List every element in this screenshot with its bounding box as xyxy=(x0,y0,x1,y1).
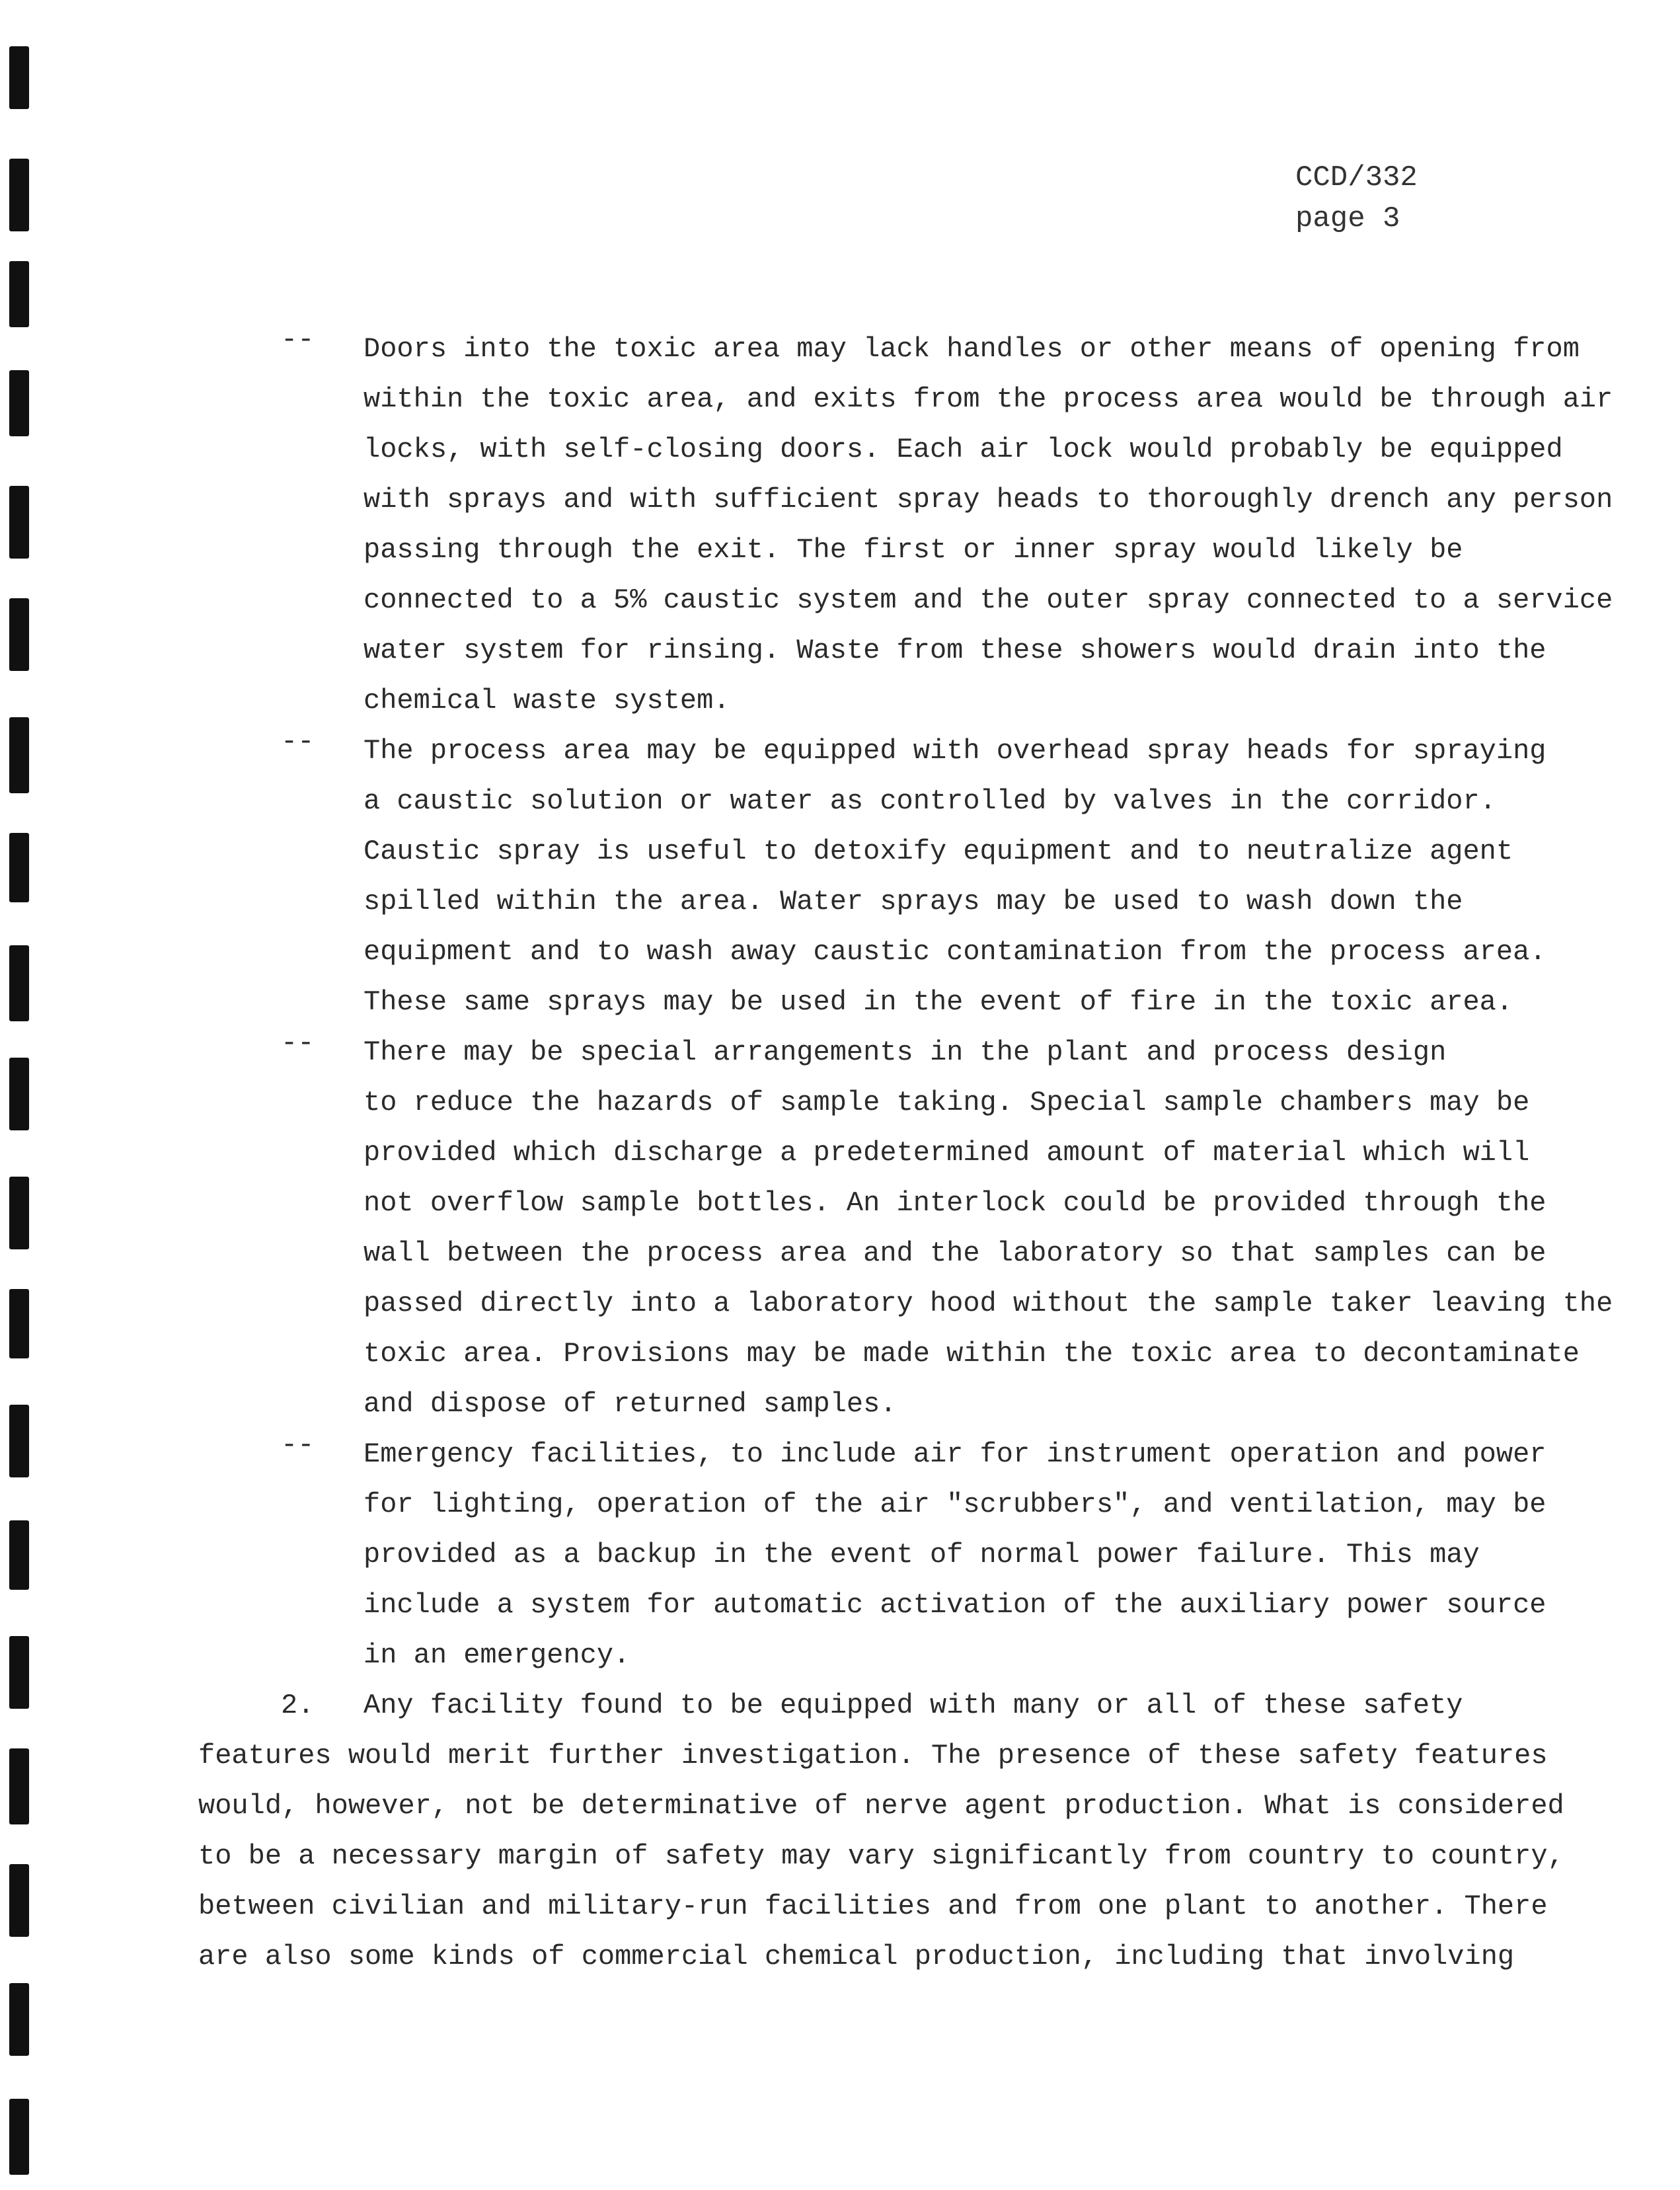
text-line: features would merit further investigation. The presence of these safety features xyxy=(198,1740,1548,1772)
paragraph-number: 2. xyxy=(281,1690,315,1721)
text-line: Doors into the toxic area may lack handles or other means of opening from xyxy=(363,333,1580,365)
binder-hole xyxy=(9,598,29,671)
binder-hole xyxy=(9,1177,29,1249)
document-body xyxy=(198,324,1619,1982)
text-line: and dispose of returned samples. xyxy=(363,1388,897,1420)
bullet-dash: -- xyxy=(281,324,315,356)
bullet-item xyxy=(198,324,1619,726)
text-line: chemical waste system. xyxy=(363,685,730,717)
text-line: equipment and to wash away caustic contamination from the process area. xyxy=(363,936,1546,968)
document-code: CCD/332 xyxy=(1295,161,1418,194)
text-line: These same sprays may be used in the event of fire in the toxic area. xyxy=(363,986,1513,1018)
text-line: passing through the exit. The first or inner spray would likely be xyxy=(363,534,1463,566)
page-number: page 3 xyxy=(1295,202,1400,235)
binder-hole xyxy=(9,1520,29,1590)
text-line: passed directly into a laboratory hood without the sample taker leaving the xyxy=(363,1288,1613,1319)
binder-hole xyxy=(9,1058,29,1130)
text-line: Caustic spray is useful to detoxify equipment and to neutralize agent xyxy=(363,836,1513,867)
text-line: water system for rinsing. Waste from these showers would drain into the xyxy=(363,635,1546,666)
text-line: locks, with self-closing doors. Each air lock would probably be equipped xyxy=(363,434,1563,465)
bullet-dash: -- xyxy=(281,1027,315,1059)
text-line: with sprays and with sufficient spray heads to thoroughly drench any person xyxy=(363,484,1613,516)
text-line: There may be special arrangements in the plant and process design xyxy=(363,1036,1447,1068)
text-line: within the toxic area, and exits from the process area would be through air xyxy=(363,383,1613,415)
binder-hole xyxy=(9,261,29,327)
binder-hole xyxy=(9,46,29,109)
text-line: would, however, not be determinative of nerve agent production. What is considered xyxy=(198,1790,1564,1822)
text-line: The process area may be equipped with overhead spray heads for spraying xyxy=(363,735,1546,767)
binder-hole xyxy=(9,1864,29,1937)
text-line: between civilian and military-run facilities and from one plant to another. There xyxy=(198,1891,1548,1922)
bullet-item xyxy=(198,726,1619,1027)
text-line: Any facility found to be equipped with many or all of these safety xyxy=(363,1690,1463,1721)
text-line: to be a necessary margin of safety may vary significantly from country to country, xyxy=(198,1840,1564,1872)
text-line: connected to a 5% caustic system and the outer spray connected to a service xyxy=(363,584,1613,616)
text-line: include a system for automatic activation of the auxiliary power source xyxy=(363,1589,1546,1621)
binder-hole xyxy=(9,1636,29,1709)
binder-hole xyxy=(9,1289,29,1358)
page-header xyxy=(1295,157,1418,239)
text-line: in an emergency. xyxy=(363,1639,630,1671)
binder-hole xyxy=(9,1983,29,2056)
binder-hole xyxy=(9,2099,29,2175)
text-line: spilled within the area. Water sprays may be used to wash down the xyxy=(363,886,1463,918)
bullet-dash: -- xyxy=(281,726,315,758)
bullet-dash: -- xyxy=(281,1429,315,1461)
text-line: a caustic solution or water as controlled by valves in the corridor. xyxy=(363,785,1496,817)
text-line: are also some kinds of commercial chemical production, including that involving xyxy=(198,1941,1515,1973)
binder-hole xyxy=(9,1405,29,1477)
binder-hole xyxy=(9,486,29,559)
binder-hole xyxy=(9,717,29,793)
paragraph-first-line xyxy=(198,1680,1619,1731)
binder-hole xyxy=(9,1748,29,1824)
binder-hole xyxy=(9,370,29,436)
text-line: provided as a backup in the event of normal power failure. This may xyxy=(363,1539,1480,1571)
paragraph-2 xyxy=(198,1680,1619,1982)
text-line: toxic area. Provisions may be made within the toxic area to decontaminate xyxy=(363,1338,1580,1370)
text-line: to reduce the hazards of sample taking. Special sample chambers may be xyxy=(363,1087,1530,1118)
text-line: not overflow sample bottles. An interlock could be provided through the xyxy=(363,1187,1546,1219)
binder-holes xyxy=(9,0,36,2190)
binder-hole xyxy=(9,833,29,902)
bullet-item xyxy=(198,1429,1619,1680)
text-line: provided which discharge a predetermined amount of material which will xyxy=(363,1137,1530,1169)
binder-hole xyxy=(9,159,29,231)
text-line: for lighting, operation of the air "scrubbers", and ventilation, may be xyxy=(363,1489,1546,1520)
bullet-item xyxy=(198,1027,1619,1429)
binder-hole xyxy=(9,945,29,1021)
text-line: Emergency facilities, to include air for instrument operation and power xyxy=(363,1438,1546,1470)
text-line: wall between the process area and the laboratory so that samples can be xyxy=(363,1237,1546,1269)
